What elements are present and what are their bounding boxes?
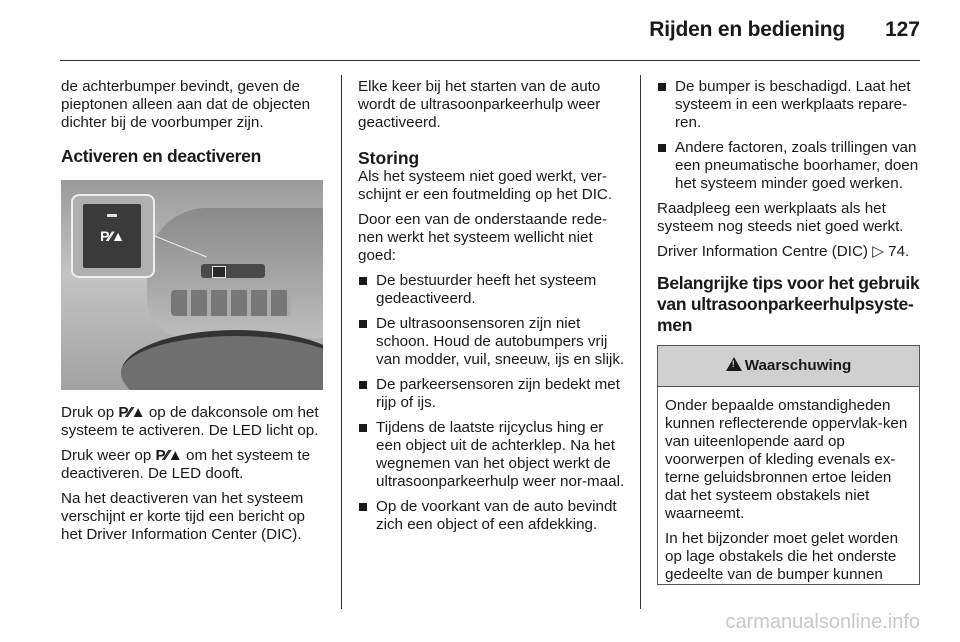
rearview-mirror (121, 330, 323, 390)
warning-paragraph-1: Onder bepaalde omstandigheden kunnen reflecterende oppervlak-ken van uiteenlopende aard op voorwerpen of kleding evenals ex-terne geluidsbronnen ertoe leiden dat het systeem obstakels niet waarneemt. (665, 397, 908, 522)
watermark: carmanualsonline.info (725, 611, 920, 633)
led-indicator (107, 214, 117, 217)
fault-reasons-list-continued (657, 78, 920, 193)
paragraph-dic-message: Na het deactiveren van het systeem verschijnt er korte tijd een bericht op het Driver Information Center (DIC). (61, 490, 305, 543)
parking-assist-icon: P⁄⁄▲ (118, 404, 145, 421)
warning-title: Waarschuwing (744, 357, 852, 374)
console-button-strip (201, 264, 265, 278)
list-item: Tijdens de laatste rijcyclus hing er een object uit de achterklep. Na het wegnemen van het object werkt de ultrasoonparkeerhulp weer nor-maal. (358, 419, 628, 491)
parking-assist-button-small (212, 266, 226, 278)
list-item: De bumper is beschadigd. Laat het systeem in een werkplaats repare-ren. (657, 78, 920, 132)
section-title: Rijden en bediening (649, 18, 845, 41)
parking-assist-button (83, 204, 141, 268)
column-3 (657, 78, 920, 585)
intro-paragraph: de achterbumper bevindt, geven de pieptonen alleen aan dat de objecten dichter bij de voorbumper zijn. (61, 78, 311, 131)
paragraph-consult-workshop: Raadpleeg een werkplaats als het systeem nog steeds niet goed werkt. (657, 200, 904, 235)
paragraph-fault-message: Als het systeem niet goed werkt, ver-schijnt er een foutmelding op het DIC. (358, 168, 613, 203)
page-reference-arrow-icon: ▷ (872, 243, 884, 260)
list-item: Andere factoren, zoals trillingen van een pneumatische boorhamer, doen het systeem minder goed werken. (657, 139, 920, 193)
list-item: De parkeersensoren zijn bedekt met rijp of ijs. (358, 376, 628, 412)
warning-header (658, 346, 919, 387)
header-divider (60, 60, 920, 61)
column-divider-2 (640, 75, 641, 609)
parking-assist-icon: P⁄⁄▲ (100, 228, 124, 244)
list-item: Op de voorkant van de auto bevindt zich een object of een afdekking. (358, 498, 628, 534)
paragraph-activate: Druk op P⁄⁄▲ op de dakconsole om het systeem te activeren. De LED licht op. (61, 404, 319, 439)
paragraph-fault-reasons: Door een van de onderstaande rede-nen werkt het systeem wellicht niet goed: (358, 211, 608, 264)
heading-activate: Activeren en deactiveren (61, 146, 261, 166)
list-item: De ultrasoonsensoren zijn niet schoon. Houd de autobumpers vrij van modder, vuil, sneeuw, ijs en slijk. (358, 315, 628, 369)
page-number: 127 (884, 18, 920, 41)
heading-important-tips: Belangrijke tips voor het gebruik van ultrasoonparkeerhulpsyste-men (657, 273, 920, 335)
warning-paragraph-2: In het bijzonder moet gelet worden op lage obstakels die het onderste gedeelte van de bumper kunnen (665, 530, 899, 583)
roof-console-photo (61, 180, 323, 390)
console-lights (171, 290, 291, 316)
parking-assist-icon: P⁄⁄▲ (155, 447, 182, 464)
column-1 (61, 78, 329, 551)
warning-box (657, 345, 920, 585)
paragraph-dic-reference: Driver Information Centre (DIC) ▷ 74. (657, 243, 910, 260)
warning-triangle-icon (726, 357, 742, 371)
paragraph-startup: Elke keer bij het starten van de auto wordt de ultrasoonparkeerhulp weer geactiveerd. (358, 78, 601, 131)
list-item: De bestuurder heeft het systeem gedeactiveerd. (358, 272, 628, 308)
column-divider-1 (341, 75, 342, 609)
button-detail-inset (71, 194, 155, 278)
heading-fault: Storing (358, 148, 420, 168)
warning-body (658, 387, 919, 584)
paragraph-deactivate: Druk weer op P⁄⁄▲ om het systeem te deactiveren. De LED dooft. (61, 447, 311, 482)
fault-reasons-list (358, 272, 628, 534)
column-2 (358, 78, 628, 541)
